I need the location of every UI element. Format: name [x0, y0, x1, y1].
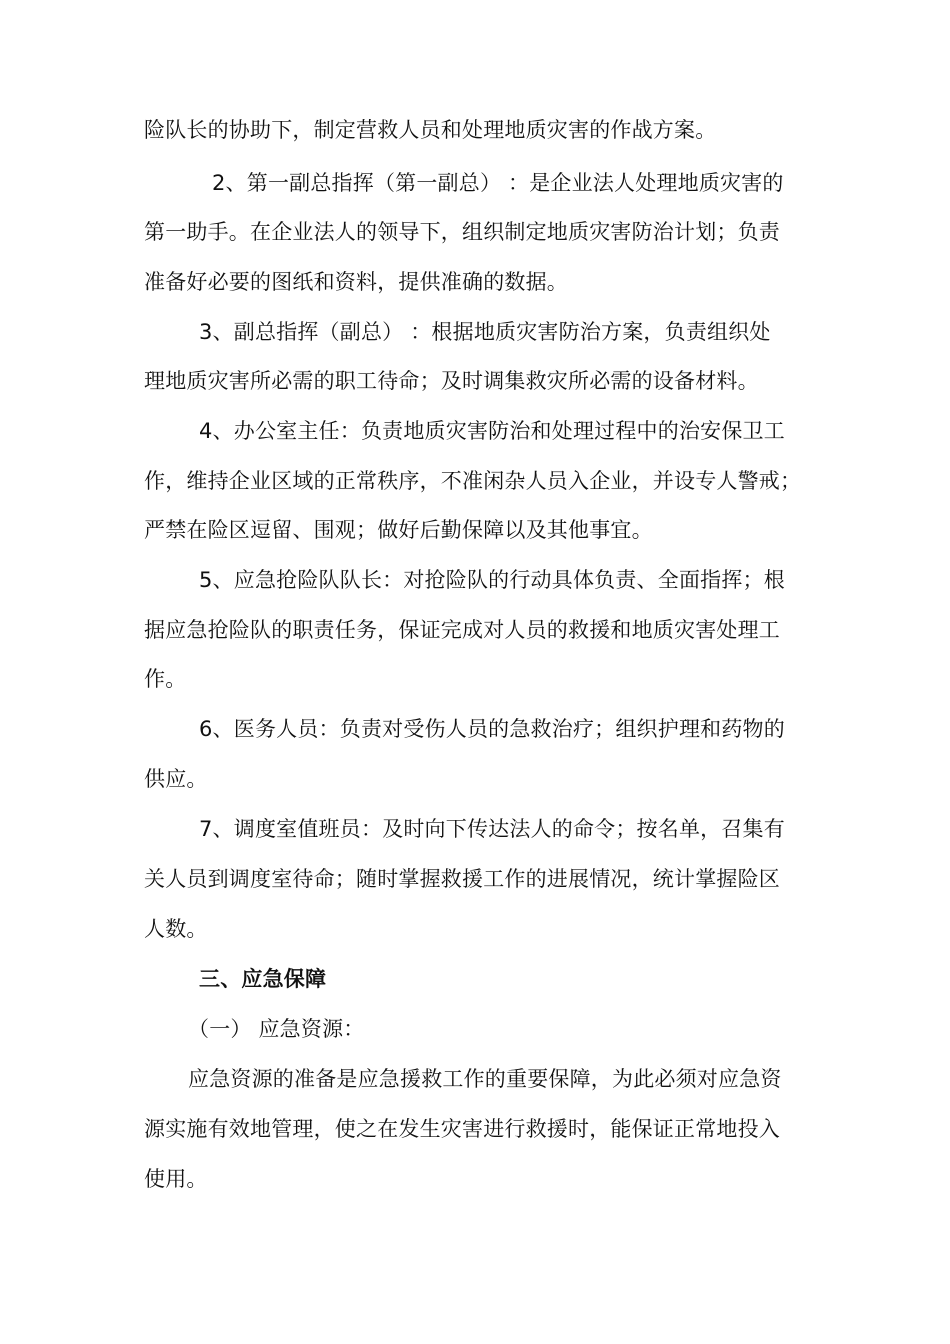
paragraph-line-1: 险队长的协助下，制定营救人员和处理地质灾害的作战方案。 — [144, 118, 717, 142]
paragraph-line-6: 理地质灾害所必需的职工待命；及时调集救灾所必需的设备材料。 — [144, 369, 759, 393]
paragraph-line-16: 关人员到调度室待命；随时掌握救援工作的进展情况，统计掌握险区 — [144, 867, 780, 891]
paragraph-line-13: 6、医务人员：负责对受伤人员的急救治疗；组织护理和药物的 — [199, 717, 785, 741]
section-heading: 三、应急保障 — [199, 967, 327, 991]
paragraph-line-4: 准备好必要的图纸和资料，提供准确的数据。 — [144, 270, 568, 294]
paragraph-line-2: 2、第一副总指挥（第一副总） ：是企业法人处理地质灾害的 — [212, 171, 784, 195]
paragraph-line-8: 作，维持企业区域的正常秩序，不准闲杂人员入企业，并设专人警戒； — [144, 469, 802, 493]
paragraph-line-9: 严禁在险区逗留、围观；做好后勤保障以及其他事宜。 — [144, 518, 653, 542]
paragraph-line-7: 4、办公室主任：负责地质灾害防治和处理过程中的治安保卫工 — [199, 419, 785, 443]
paragraph-line-18: 应急资源的准备是应急援救工作的重要保障，为此必须对应急资 — [188, 1067, 782, 1091]
paragraph-line-19: 源实施有效地管理，使之在发生灾害进行救援时，能保证正常地投入 — [144, 1117, 780, 1141]
paragraph-line-14: 供应。 — [144, 767, 208, 791]
paragraph-line-15: 7、调度室值班员：及时向下传达法人的命令；按名单，召集有 — [199, 817, 785, 841]
subsection-heading: （一） 应急资源： — [188, 1017, 365, 1041]
paragraph-line-5: 3、副总指挥（副总） ：根据地质灾害防治方案，负责组织处 — [199, 320, 771, 344]
paragraph-line-17: 人数。 — [144, 917, 208, 941]
paragraph-line-10: 5、应急抢险队队长：对抢险队的行动具体负责、全面指挥；根 — [199, 568, 785, 592]
paragraph-line-3: 第一助手。在企业法人的领导下，组织制定地质灾害防治计划；负责 — [144, 220, 780, 244]
paragraph-line-12: 作。 — [144, 667, 187, 691]
paragraph-line-20: 使用。 — [144, 1167, 208, 1191]
paragraph-line-11: 据应急抢险队的职责任务，保证完成对人员的救援和地质灾害处理工 — [144, 618, 780, 642]
